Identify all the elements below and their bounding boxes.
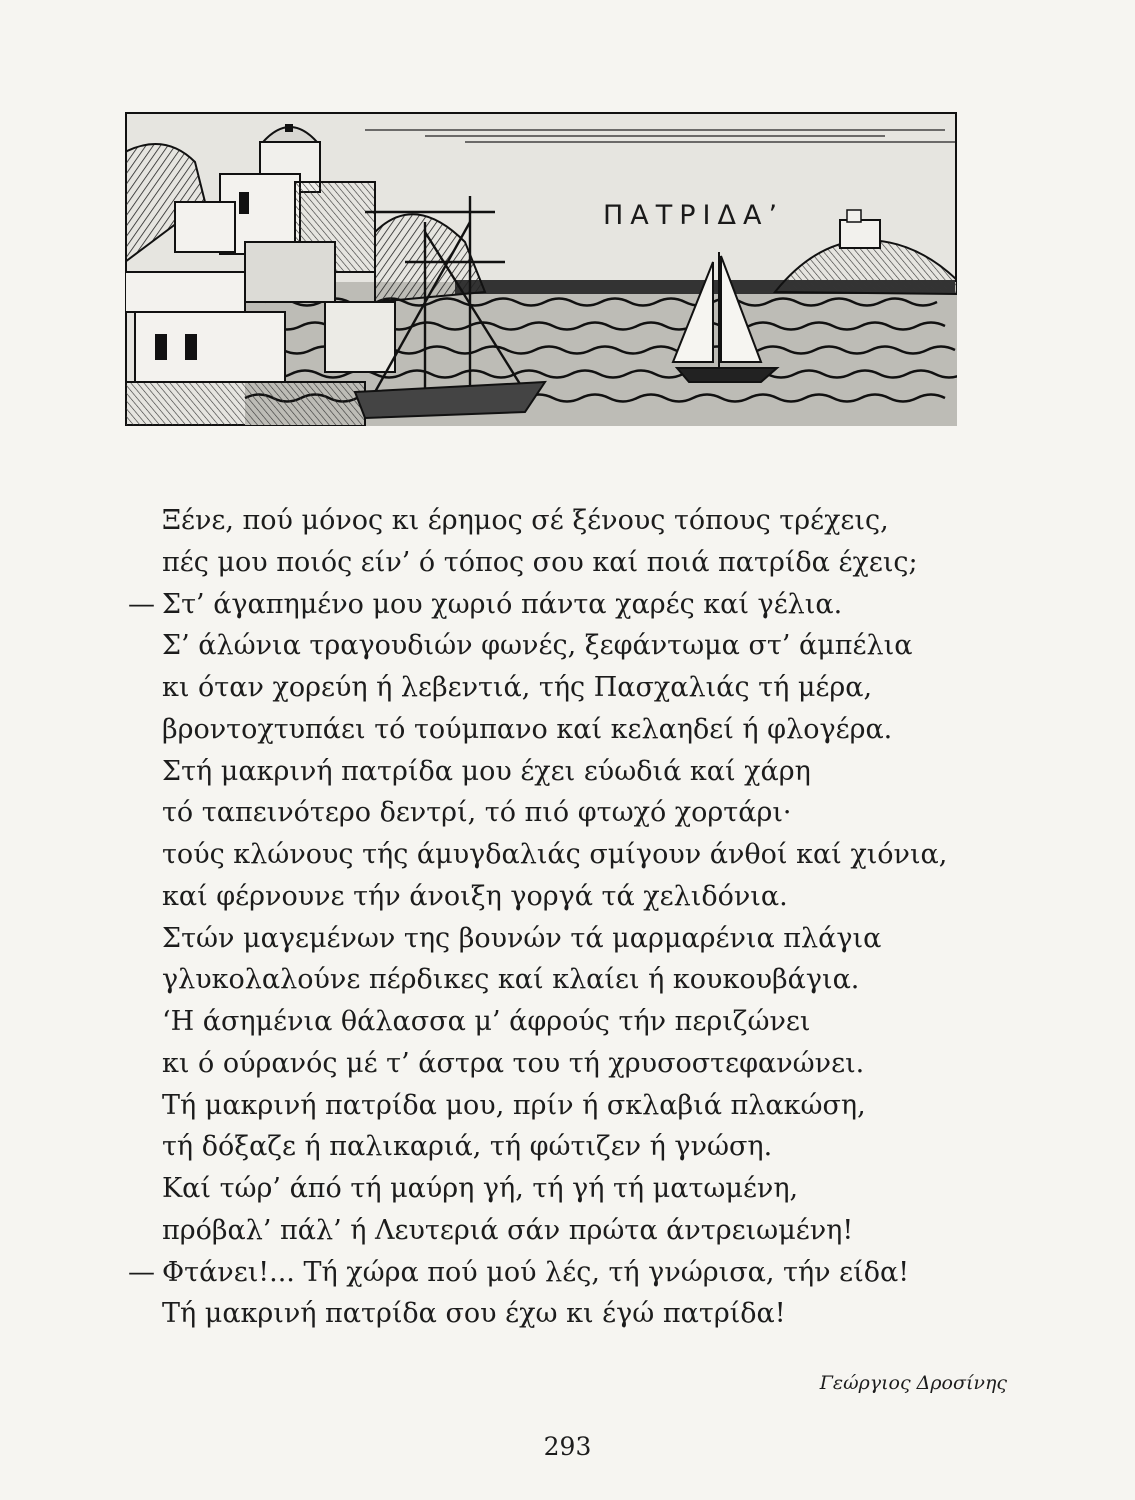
poem-line-text: καί φέρνουνε τήν άνοιξη γοργά τά χελιδόνια. [162,880,788,912]
harbor-scene-image [125,112,957,426]
poem-line [112,542,1012,584]
poem-line-text: βροντοχτυπάει τό τούμπανο καί κελαηδεί ή φλογέρα. [162,713,893,745]
poem-line [112,918,1012,960]
poem-line [112,1043,1012,1085]
poem-line-text: Στή μακρινή πατρίδα μου έχει εύωδιά καί χάρη [162,755,811,787]
poem-line [112,792,1012,834]
poem-line-text: τούς κλώνους τής άμυγδαλιάς σμίγουν άνθοί καί χιόνια, [162,839,948,870]
poem-line [112,876,1012,918]
dialogue-dash: — [128,1256,155,1288]
poem-line-text: γλυκολαλούνε πέρδικες καί κλαίει ή κουκουβάγια. [162,964,860,996]
poem-line-text: πρόβαλ’ πάλ’ ή Λευτεριά σάν πρώτα άντρειωμένη! [162,1214,854,1246]
poem-line [112,834,1012,876]
poem-line-text: τή δόξαζε ή παλικαριά, τή φώτιζεν ή γνώση. [162,1131,773,1163]
header-illustration [125,112,957,426]
poem-body [112,500,1012,1335]
poem-line-text: κι ό ούρανός μέ τ’ άστρα του τή χρυσοστεφανώνει. [162,1047,865,1079]
poem-line-text: τό ταπεινότερο δεντρί, τό πιό φτωχό χορτάρι· [162,797,792,829]
poem-line-text: Φτάνει!... Τή χώρα πού μού λές, τή γνώρισα, τήν είδα! [162,1256,910,1288]
poem-line [112,625,1012,667]
poem-line [112,1001,1012,1043]
poem-line [112,1168,1012,1210]
poem-line-text: Τή μακρινή πατρίδα μου, πρίν ή σκλαβιά πλακώση, [162,1089,866,1121]
author-signature: Γεώργιος Δροσίνης [819,1372,1007,1394]
poem-line [112,1085,1012,1127]
poem-line-text: Ξένε, πού μόνος κι έρημος σέ ξένους τόπους τρέχεις, [162,505,889,536]
poem-line-text: Στ’ άγαπημένο μου χωριό πάντα χαρές καί γέλια. [162,588,843,620]
poem-line-text: Τή μακρινή πατρίδα σου έχω κι έγώ πατρίδα! [162,1298,786,1330]
poem-line-text: Σ’ άλώνια τραγουδιών φωνές, ξεφάντωμα στ’ άμπέλια [162,630,913,662]
dialogue-dash: — [128,588,155,620]
poem-line [112,751,1012,793]
poem-line [112,667,1012,709]
poem-line [112,1293,1012,1335]
page-number: 293 [543,1432,592,1461]
poem-line [112,1252,1012,1294]
poem-line [112,959,1012,1001]
poem-line [112,500,1012,542]
poem-line [112,584,1012,626]
poem-line-text: Στών μαγεμένων της βουνών τά μαρμαρένια πλάγια [162,922,882,954]
poem-line-text: ‘Η άσημένια θάλασσα μ’ άφρούς τήν περιζώνει [162,1006,811,1037]
poem-line [112,1126,1012,1168]
poem-line [112,709,1012,751]
illustration-title: ΠΑΤΡΙΔΑ’ [603,200,785,231]
poem-line-text: κι όταν χορεύη ή λεβεντιά, τής Πασχαλιάς τή μέρα, [162,672,873,703]
poem-line-text: πές μου ποιός είν’ ό τόπος σου καί ποιά πατρίδα έχεις; [162,546,918,578]
poem-line-text: Καί τώρ’ άπό τή μαύρη γή, τή γή τή ματωμένη, [162,1173,799,1204]
poem-line [112,1210,1012,1252]
